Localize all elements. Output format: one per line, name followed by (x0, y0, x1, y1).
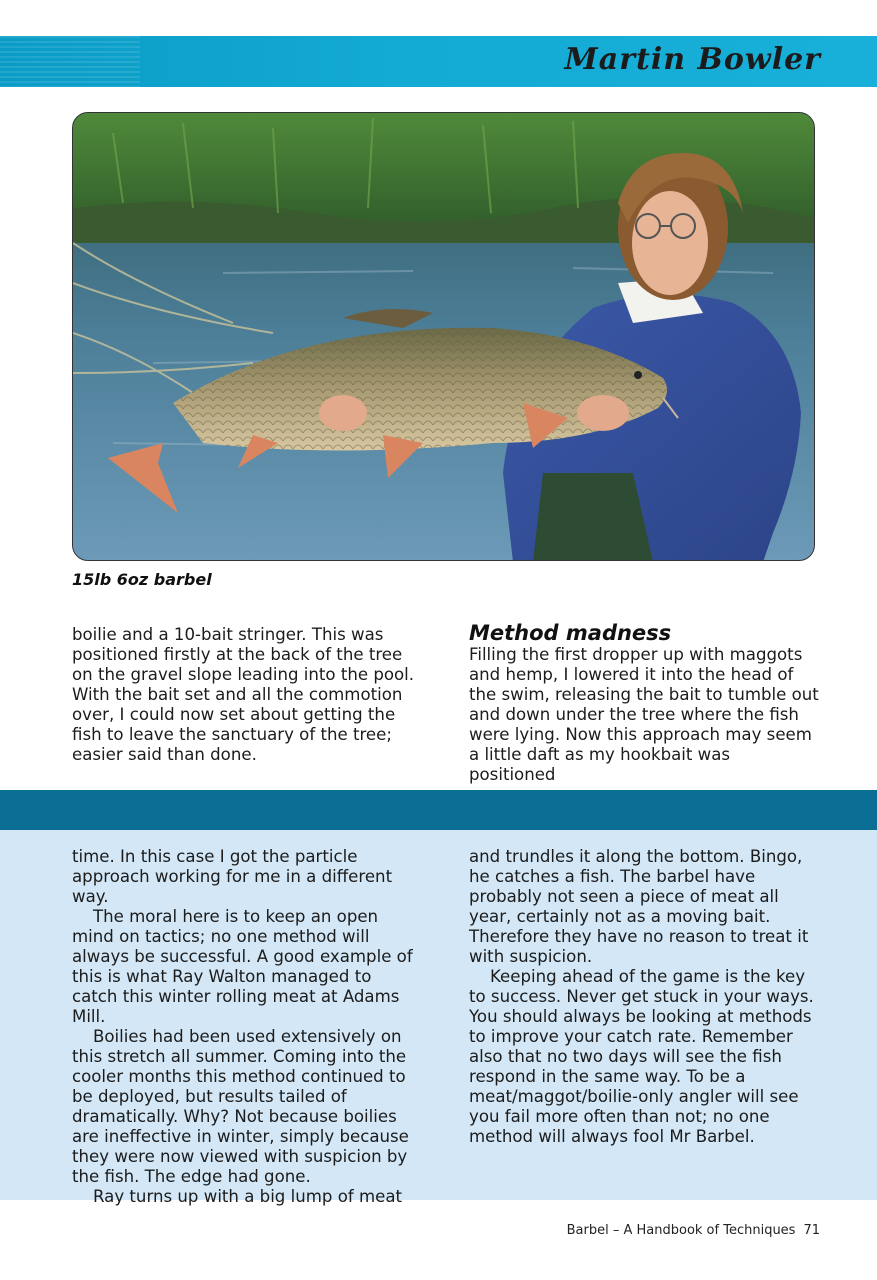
body-column-1 (72, 625, 422, 765)
photo-caption: 15lb 6oz barbel (72, 570, 212, 589)
page-number: 71 (803, 1223, 820, 1238)
paragraph: Ray turns up with a big lump of meat (93, 1187, 403, 1206)
author-name: Martin Bowler (564, 42, 821, 77)
paragraph: Boilies had been used extensively on this stretch all summer. Coming into the cooler months this method continued to be deployed, but results tailed of dramatically. Why? Not because boilies are ineffective in winter, simply because they were now viewed with suspicion by the fish. The edge had gone. (72, 1027, 409, 1186)
section-heading: Method madness (469, 621, 672, 645)
page-footer (567, 1223, 820, 1238)
divider-band (0, 790, 877, 830)
photo-icon (73, 113, 815, 561)
paragraph: Keeping ahead of the game is the key to success. Never get stuck in your ways. You should always be looking at methods to improve your catch rate. Remember also that no two days will see the fish respond in the same way. To be a meat/maggot/boilie-only angler will see you fail more often than not; no one method will always fool Mr Barbel. (469, 967, 814, 1146)
paragraph: boilie and a 10-bait stringer. This was positioned firstly at the back of the tree on the gravel slope leading into the pool. With the bait set and all the commotion over, I could now set about getting the fish to leave the sanctuary of the tree; easier said than done. (72, 625, 415, 764)
boxout-column-2 (469, 847, 819, 1147)
paragraph: and trundles it along the bottom. Bingo, he catches a fish. The barbel have probably not seen a piece of meat all year, certainly not as a moving bait. Therefore they have no reason to treat it with suspicion. (469, 847, 809, 966)
paragraph: time. In this case I got the particle approach working for me in a different way. (72, 847, 393, 906)
paragraph: The moral here is to keep an open mind on tactics; no one method will always be successful. A good example of this is what Ray Walton managed to catch this winter rolling meat at Adams Mill. (72, 907, 413, 1026)
paragraph: Filling the first dropper up with maggots and hemp, I lowered it into the head of the swim, releasing the bait to tumble out and down under the tree where the fish were lying. Now this approach may seem a little daft as my hookbait was positioned (469, 645, 819, 784)
body-column-2 (469, 621, 819, 785)
book-title: Barbel – A Handbook of Techniques (566, 1223, 796, 1238)
boxout-column-1 (72, 847, 422, 1207)
header-stripes (0, 36, 140, 87)
barbel-photo (72, 112, 815, 561)
